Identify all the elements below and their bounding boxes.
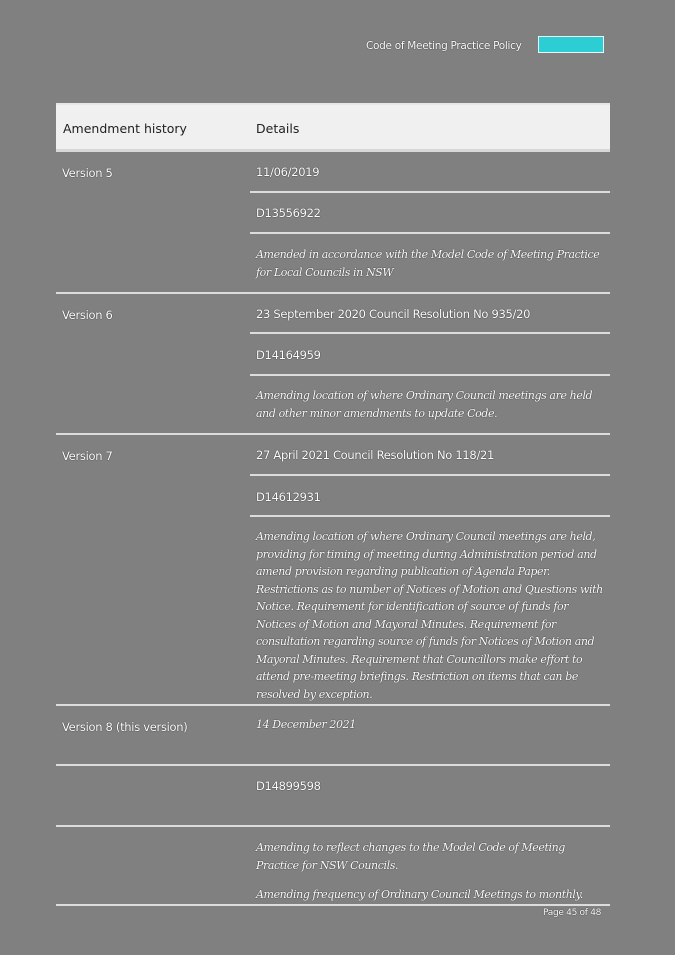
details-cell: [250, 435, 610, 702]
column-header-amendment-history: Amendment history: [63, 121, 187, 136]
detail-date: 14 December 2021: [256, 718, 356, 731]
version-label: Version 7: [62, 449, 113, 463]
details-cell: [250, 152, 610, 290]
details-cell: [250, 706, 610, 762]
table-row-version-6: [56, 294, 610, 435]
table-row-version-5: [56, 152, 610, 294]
note-paragraph: Amending to reflect changes to the Model Code of Meeting Practice for NSW Councils.: [256, 841, 565, 872]
detail-resolution: 23 September 2020 Council Resolution No 935/20: [250, 294, 610, 334]
note-paragraph: Amending frequency of Ordinary Council Meetings to monthly.: [256, 888, 583, 901]
details-cell: [250, 766, 610, 823]
detail-document-id: D14164959: [250, 334, 610, 376]
header-accent-block: [538, 36, 604, 53]
column-header-details: Details: [256, 121, 300, 136]
document-title: Code of Meeting Practice Policy: [366, 40, 522, 52]
table-row-version-8-docid: [56, 766, 610, 827]
detail-description: Amended in accordance with the Model Code of Meeting Practice for Local Councils in NSW: [256, 248, 600, 279]
detail-document-id: D14612931: [250, 476, 610, 517]
details-cell: [250, 827, 610, 902]
table-header: [56, 103, 610, 152]
table-row-version-8-notes: [56, 827, 610, 906]
detail-description: [250, 827, 610, 902]
details-cell: [250, 294, 610, 432]
page-header: [0, 36, 675, 56]
detail-document-id: D13556922: [250, 193, 610, 234]
version-label: Version 8 (this version): [62, 720, 188, 734]
page-number: Page 45 of 48: [543, 908, 602, 918]
version-label: Version 5: [62, 166, 113, 180]
detail-date: 11/06/2019: [250, 152, 610, 193]
version-label: Version 6: [62, 308, 113, 322]
detail-description: Amending location of where Ordinary Council meetings are held, providing for timing of meeting during Administration period and amend provision regarding publication of Agenda Paper. Restrictions as to number of Notices of Motion and Questions with Notice. Requirement for identification of source of funds for Notices of Motion and Mayoral Minutes. Requirement for consultation regarding source of funds for Notices of Motion and Mayoral Minutes. Requirement that Councillors make effort to attend pre-meeting briefings. Restriction on items that can be resolved by exception.: [256, 530, 603, 701]
detail-resolution: 27 April 2021 Council Resolution No 118/21: [250, 435, 610, 476]
table-row-version-8: [56, 706, 610, 766]
amendment-history-table: [56, 103, 610, 906]
detail-document-id: D14899598: [256, 779, 321, 793]
detail-description: Amending location of where Ordinary Council meetings are held and other minor amendments to update Code.: [256, 389, 593, 420]
table-row-version-7: [56, 435, 610, 706]
